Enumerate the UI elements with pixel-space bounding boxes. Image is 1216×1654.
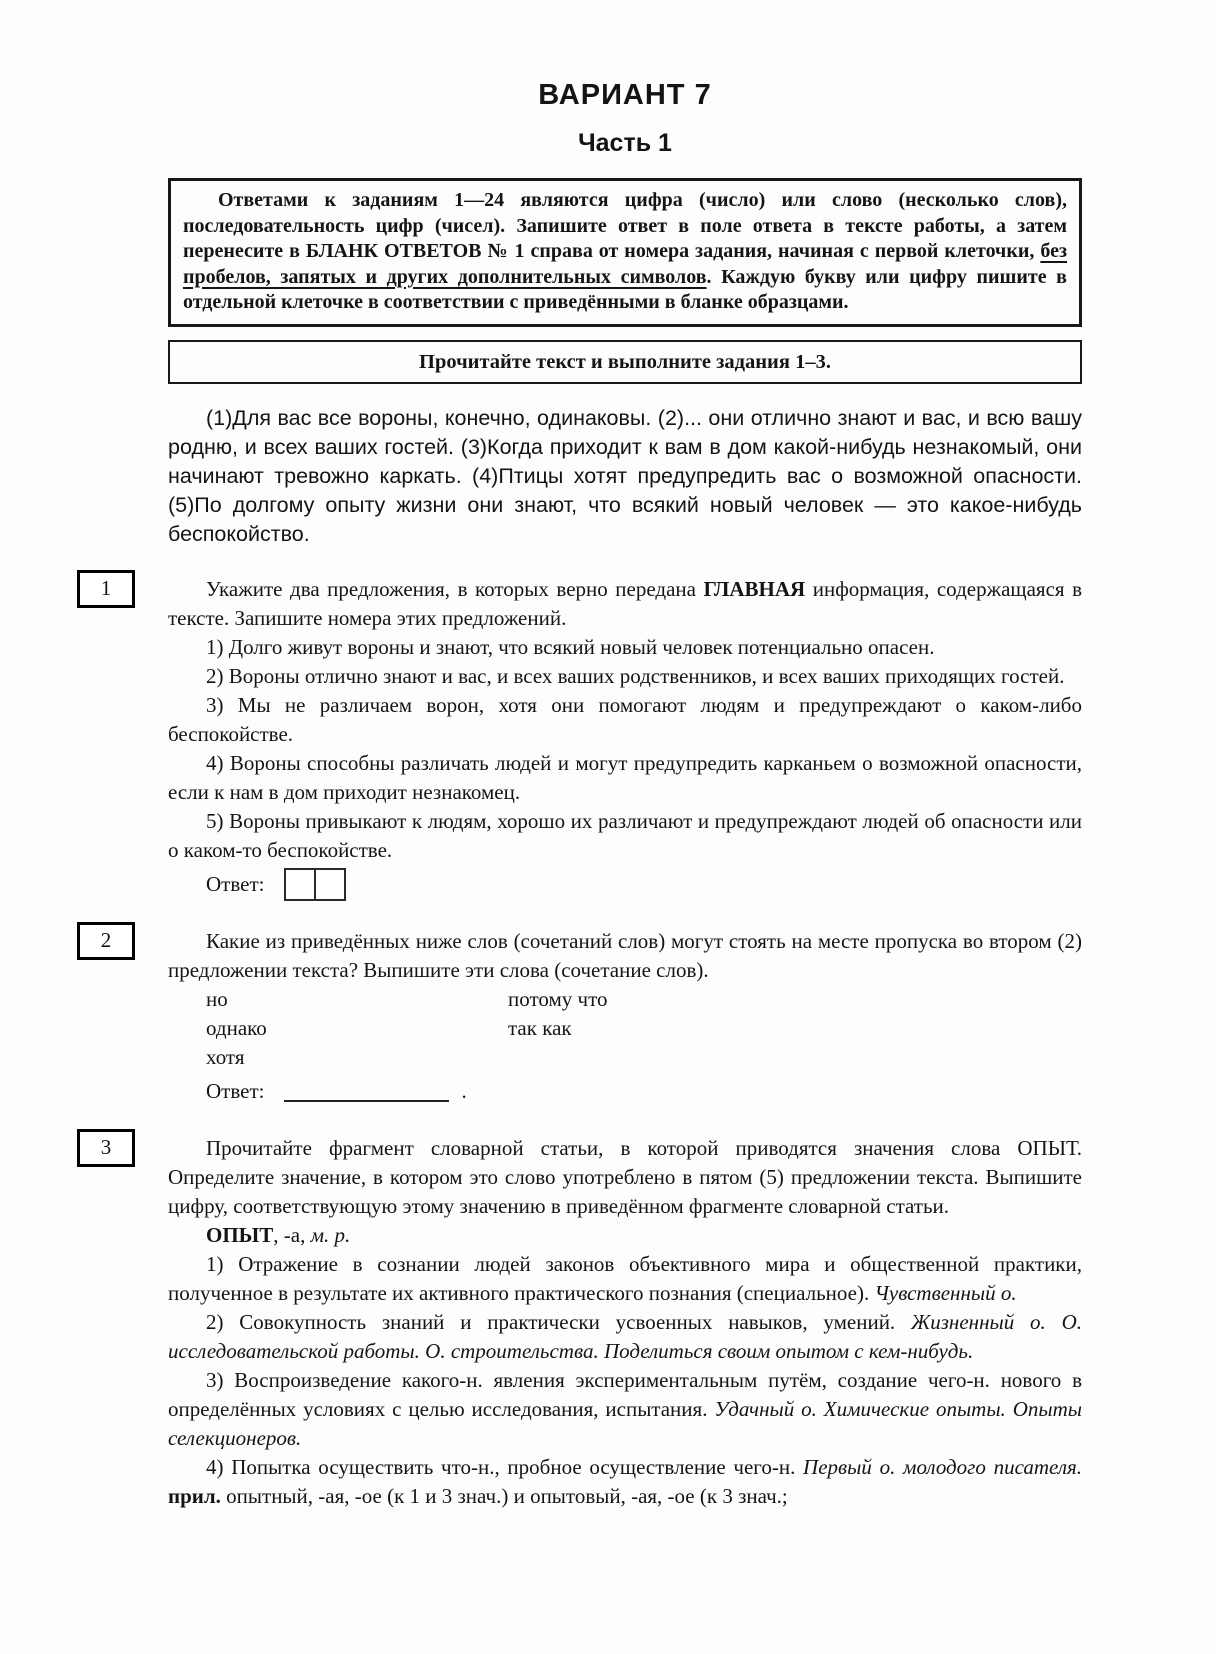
answer-suffix: . (461, 1078, 467, 1103)
question-1-prompt: Укажите два предложения, в которых верно передана ГЛАВНАЯ информация, содержащаяся в тексте. Запишите номера этих предложений. (168, 576, 1082, 630)
question-2-prompt: Какие из приведённых ниже слов (сочетаний слов) могут стоять на месте пропуска во втором (2) предложении текста? Выпишите эти слова (сочетание слов). (168, 928, 1082, 982)
word-option: потому что (508, 986, 608, 1011)
instruction-text: Ответами к заданиям 1—24 являются цифра (число) или слово (несколько слов), последовательность цифр (чисел). Запишите ответ в поле ответа в тексте работы, а затем перенесите в БЛАНК ОТВЕТОВ № 1 справа от номера задания, начиная с первой клеточки, без пробелов, запятых и других дополнительных символов. Каждую букву или цифру пишите в отдельной клеточке в соответствии с приведёнными в бланке образцами. (183, 189, 1067, 313)
question-1-option-2: 2) Вороны отлично знают и вас, и всех ваших родственников, и всех ваших приходящих гостей. (206, 663, 1065, 688)
dictionary-headword: ОПЫТ, -а, м. р. (206, 1222, 351, 1247)
question-1-option-3: 3) Мы не различаем ворон, хотя они помогают людям и предупреждают о каком-либо беспокойстве. (168, 692, 1082, 746)
dictionary-sense-2: 2) Совокупность знаний и практически усвоенных навыков, умений. Жизненный о. О. исследовательской работы. О. строительства. Поделиться своим опытом с кем-нибудь. (168, 1309, 1082, 1363)
question-1-option-1: 1) Долго живут вороны и знают, что всякий новый человек потенциально опасен. (206, 634, 935, 659)
question-1-option-4: 4) Вороны способны различать людей и могут предупредить карканьем о возможной опасности, если к нам в дом приходит незнакомец. (168, 750, 1082, 804)
question-3-prompt: Прочитайте фрагмент словарной статьи, в которой приводятся значения слова ОПЫТ. Определите значение, в котором это слово употреблено в пятом (5) предложении текста. Выпишите цифру, соответствующую этому значению в приведённом фрагменте словарной статьи. (168, 1135, 1082, 1218)
question-1 (100, 575, 1082, 901)
question-1-number: 1 (100, 576, 112, 600)
instruction-box (168, 178, 1082, 327)
question-2-number-box (77, 922, 135, 960)
passage-text: (1)Для вас все вороны, конечно, одинаковы. (2)... они отлично знают и вас, и всю вашу родню, и всех ваших гостей. (3)Когда приходит к вам в дом какой-нибудь незнакомый, они начинают тревожно каркать. (4)Птицы хотят предупредить вас о возможной опасности. (5)По долгому опыту жизни они знают, что всякий новый человек — это какое-нибудь беспокойство. (168, 405, 1082, 546)
read-directive-box (168, 340, 1082, 384)
question-2-word-options (206, 985, 1082, 1072)
word-option: но (206, 986, 228, 1011)
question-3 (100, 1134, 1082, 1511)
word-row (206, 1014, 1082, 1043)
dictionary-sense-1: 1) Отражение в сознании людей законов объективного мира и общественной практики, полученное в результате их активного практического познания (специальное). Чувственный о. (168, 1251, 1082, 1305)
dictionary-sense-4: 4) Попытка осуществить что-н., пробное осуществление чего-н. Первый о. молодого писателя. прил. опытный, -ая, -ое (к 1 и 3 знач.) и опытовый, -ая, -ое (к 3 знач.; (168, 1454, 1082, 1508)
word-row (206, 985, 1082, 1014)
answer-cells (284, 868, 346, 901)
question-3-number-box (77, 1129, 135, 1167)
question-1-number-box (77, 570, 135, 608)
question-2 (100, 927, 1082, 1108)
question-3-number: 3 (100, 1135, 112, 1159)
dictionary-sense-3: 3) Воспроизведение какого-н. явления экспериментальным путём, создание чего-н. нового в определённых условиях с целью исследования, испытания. Удачный о. Химические опыты. Опыты селекционеров. (168, 1367, 1082, 1450)
word-option: так как (508, 1015, 572, 1040)
part-title: Часть 1 (578, 129, 672, 157)
question-2-number: 2 (100, 928, 112, 952)
answer-cell-2[interactable] (316, 870, 344, 899)
answer-label: Ответ: (206, 1078, 265, 1103)
answer-blank-line[interactable] (284, 1080, 449, 1102)
question-1-answer-row (206, 868, 1082, 901)
word-row (206, 1043, 1082, 1072)
read-directive-text: Прочитайте текст и выполните задания 1–3. (419, 350, 831, 373)
question-1-option-5: 5) Вороны привыкают к людям, хорошо их различают и предупреждают людей об опасности или о каком-то беспокойстве. (168, 808, 1082, 862)
answer-cell-1[interactable] (286, 870, 316, 899)
answer-label: Ответ: (206, 871, 265, 896)
page-title: ВАРИАНТ 7 (538, 79, 712, 111)
question-2-answer-row (206, 1075, 1082, 1108)
word-option: однако (206, 1015, 267, 1040)
word-option: хотя (206, 1044, 245, 1069)
